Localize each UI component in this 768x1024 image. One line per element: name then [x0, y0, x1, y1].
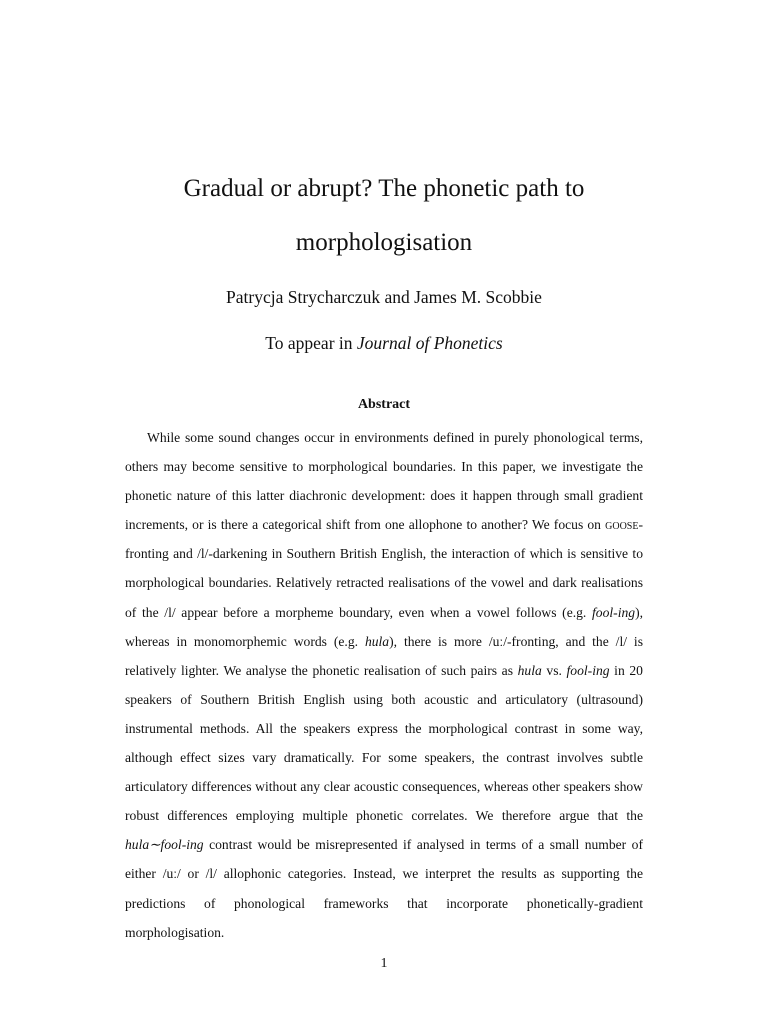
- journal-name: Journal of Phonetics: [356, 333, 503, 353]
- page-number: 1: [380, 956, 388, 971]
- publication-note-prefix: To appear in: [265, 333, 357, 353]
- abstract-heading: Abstract: [357, 397, 411, 412]
- paper-authors: Patrycja Strycharczuk and James M. Scobbie: [226, 287, 542, 307]
- example-word: fool-ing: [592, 604, 636, 620]
- lexical-set-goose: goose: [605, 517, 639, 533]
- abstract-text: [125, 423, 643, 947]
- abstract-segment: ), whereas in monomorphemic words (e.g.: [125, 604, 643, 649]
- paper-title: [0, 162, 768, 270]
- title-line-2: morphologisation: [295, 229, 473, 256]
- abstract-segment: in 20 speakers of Southern British English using both acoustic and articulatory (ultrasound) instrumental methods. All the speakers express the morphological contrast in some way, although effect sizes vary dramatically. For some speakers, the contrast involves subtle articulatory differences without any clear acoustic consequences, whereas other speakers show robust differences employing multiple phonetic correlates. We therefore argue that the: [125, 662, 643, 824]
- publication-note: [0, 333, 768, 354]
- abstract-segment: While some sound changes occur in environments defined in purely phonological terms, others may become sensitive to morphological boundaries. In this paper, we investigate the phonetic nature of this latter diachronic development: does it happen through small gradient increments, or is there a categorical shift from one allophone to another? We focus on: [125, 430, 643, 533]
- abstract-segment: contrast would be misrepresented if analysed in terms of a small number of either /uː/ or /l/ allophonic categories. Instead, we interpret the results as supporting the predictions of phonological frameworks that incorporate phonetically-gradient morphologisation.: [125, 837, 643, 940]
- example-word: hula: [364, 633, 390, 649]
- example-word: fool-ing: [566, 662, 610, 678]
- abstract-segment: vs.: [541, 662, 567, 678]
- abstract-segment: ), there is more /uː/-fronting, and the /l/ is relatively lighter. We analyse the phonetic realisation of such pairs as: [125, 633, 643, 678]
- example-word: hula∼fool-ing: [125, 837, 204, 853]
- example-word: hula: [517, 662, 542, 678]
- title-line-1: Gradual or abrupt? The phonetic path to: [183, 175, 585, 202]
- abstract-segment: -fronting and /l/-darkening in Southern British English, the interaction of which is sensitive to morphological boundaries. Relatively retracted realisations of the vowel and dark realisations of the /l/ appear before a morpheme boundary, even when a vowel follows (e.g.: [125, 517, 643, 620]
